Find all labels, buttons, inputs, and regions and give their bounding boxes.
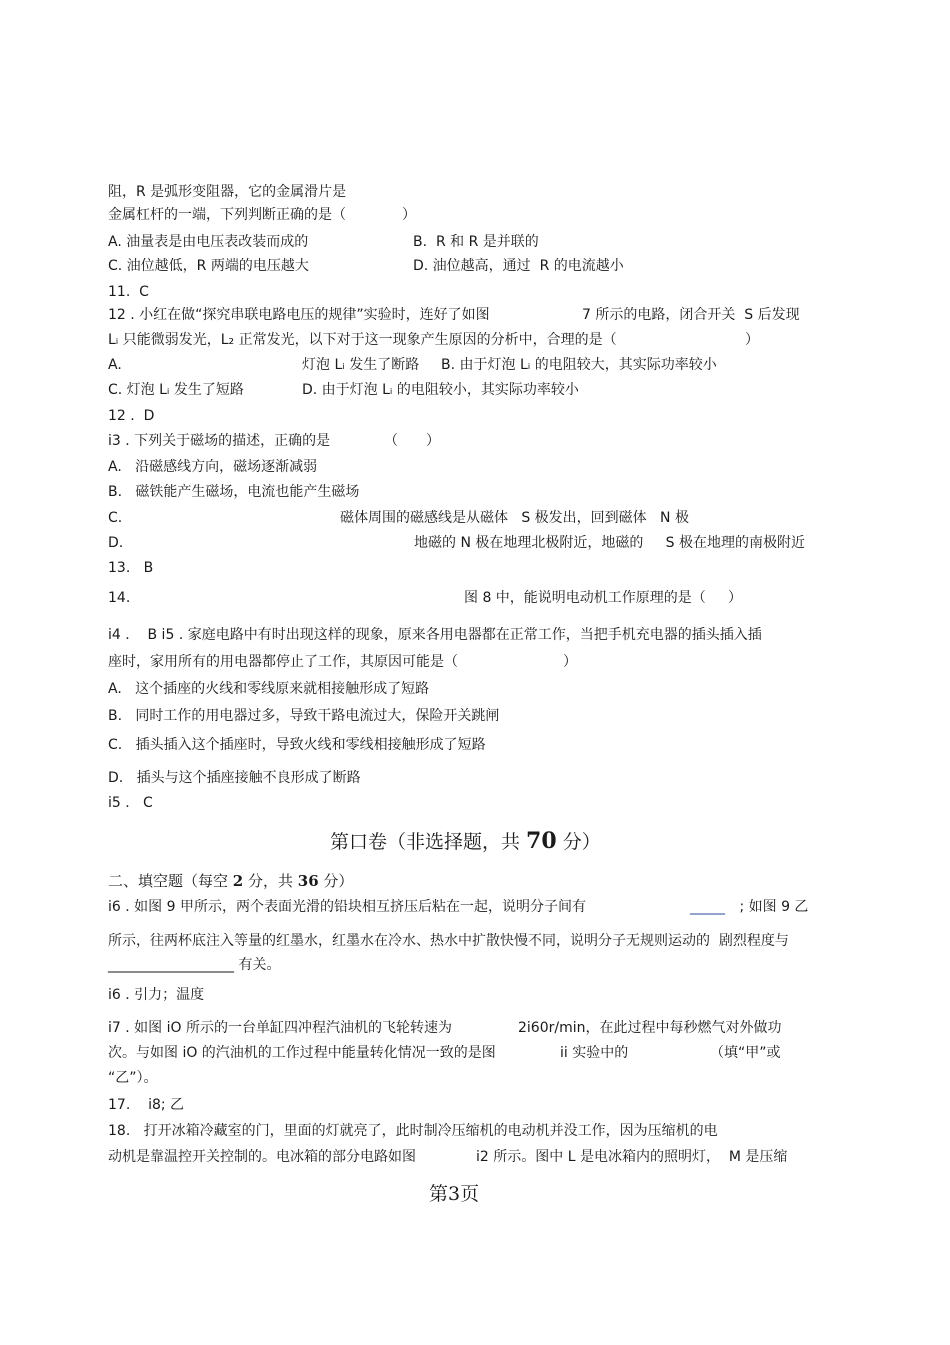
- option-a: A. 沿磁感线方向，磁场逐渐减弱: [108, 459, 318, 475]
- paren-close: ）: [563, 654, 577, 670]
- question-18: 18. 打开冰箱冷藏室的门，里面的灯就亮了，此时制冷压缩机的电动机并没工作，因为压缩机的电: [108, 1123, 718, 1139]
- question-17-cont: ii 实验中的: [560, 1045, 629, 1061]
- question-14: 14.: [108, 590, 131, 606]
- question-16-cont: ; 如图 9 乙: [735, 899, 809, 915]
- text-line: 金属杠杆的一端，下列判断正确的是（ ）: [108, 207, 416, 223]
- option-d: D.: [108, 535, 124, 551]
- question-17-line3: “乙”）。: [108, 1070, 158, 1086]
- answer-line: 17. i8; 乙: [108, 1097, 185, 1113]
- question-14-text: 图 8 中，能说明电动机工作原理的是（ ）: [464, 590, 743, 606]
- question-16: i6 . 如图 9 甲所示，两个表面光滑的铅块相互挤压后粘在一起，说明分子间有: [108, 899, 586, 915]
- option-c: C.: [108, 510, 123, 526]
- option-a: A. 这个插座的火线和零线原来就相接触形成了短路: [108, 681, 430, 697]
- question-18-line2: 动机是靠温控开关控制的。电冰箱的部分电路如图: [108, 1149, 416, 1165]
- question-17-cont: 2i60r/min，在此过程中每秒燃气对外做功: [518, 1020, 782, 1036]
- answer-line: 13. B: [108, 560, 154, 576]
- answer-line: i6 . 引力；温度: [108, 987, 205, 1003]
- question-17-line2: 次。与如图 iO 的汽油机的工作过程中能量转化情况一致的是图: [108, 1045, 496, 1061]
- question-17: i7 . 如图 iO 所示的一台单缸四冲程汽油机的飞轮转速为: [108, 1020, 452, 1036]
- question-16-line3: __________________ 有关。: [108, 957, 281, 973]
- option-a-text: 灯泡 Lᵢ 发生了断路: [302, 357, 420, 373]
- page-number: 第3页: [429, 1183, 480, 1205]
- option-d: D. 由于灯泡 Lᵢ 的电阻较小，其实际功率较小: [302, 382, 579, 398]
- question-16-line2: 所示，往两杯底注入等量的红墨水，红墨水在冷水、热水中扩散快慢不同，说明分子无规则运动的 剧烈程度与: [108, 933, 789, 949]
- question-12-line2: Lᵢ 只能微弱发光，L₂ 正常发光，以下对于这一现象产生原因的分析中，合理的是（: [108, 332, 617, 348]
- answer-line: 12 . D: [108, 408, 155, 424]
- answer-line: 11. C: [108, 284, 149, 300]
- question-12: 12 . 小红在做“探究串联电路电压的规律”实验时，连好了如图: [108, 307, 490, 323]
- answer-paren: （ ）: [384, 433, 440, 449]
- heading-part: 分，共: [243, 872, 298, 890]
- option-c-text: 磁体周围的磁感线是从磁体 S 极发出，回到磁体 N 极: [340, 510, 689, 526]
- option-c: C. 油位越低，R 两端的电压越大: [108, 258, 309, 274]
- option-a: A.: [108, 357, 122, 373]
- section-title-score: 70: [526, 828, 557, 854]
- option-d: D. 插头与这个插座接触不良形成了断路: [108, 770, 361, 786]
- question-12-cont: 7 所示的电路，闭合开关 S 后发现: [582, 307, 800, 323]
- question-15-line2: 座时，家用所有的用电器都停止了工作，其原因可能是（: [108, 654, 458, 670]
- section-title-part: 分）: [556, 831, 601, 853]
- question-13: i3 . 下列关于磁场的描述，正确的是: [108, 433, 331, 449]
- answer-line: i5 . C: [108, 795, 153, 811]
- option-c: C. 灯泡 Lᵢ 发生了短路: [108, 382, 244, 398]
- option-a: A. 油量表是由电压表改装而成的: [108, 234, 309, 250]
- option-d: D. 油位越高，通过 R 的电流越小: [413, 258, 624, 274]
- section-title-part: 第口卷（非选择题，共: [330, 831, 527, 853]
- heading-number: 2: [232, 872, 244, 890]
- paren-close: ）: [745, 332, 759, 348]
- option-b: B. 同时工作的用电器过多，导致干路电流过大，保险开关跳闸: [108, 708, 500, 724]
- question-18-cont: i2 所示。图中 L 是电冰箱内的照明灯， M 是压缩: [476, 1149, 788, 1165]
- option-b: B. 磁铁能产生磁场，电流也能产生磁场: [108, 484, 360, 500]
- question-17-cont: （填“甲”或: [710, 1045, 781, 1061]
- option-b: B. R 和 R 是并联的: [413, 234, 539, 250]
- heading-part: 二、填空题（每空: [108, 872, 233, 890]
- text-line: 阻，R 是弧形变阻器，它的金属滑片是: [108, 184, 347, 200]
- heading-part: 分）: [318, 872, 354, 890]
- option-c: C. 插头插入这个插座时，导致火线和零线相接触形成了短路: [108, 737, 486, 753]
- option-d-text: 地磁的 N 极在地理北极附近，地磁的 S 极在地理的南极附近: [414, 535, 805, 551]
- fill-in-heading: [108, 871, 353, 891]
- question-15: i4 . B i5 . 家庭电路中有时出现这样的现象，原来各用电器都在正常工作，当把手机充电器的插头插入插: [108, 627, 762, 643]
- option-b: B. 由于灯泡 Lᵢ 的电阻较大，其实际功率较小: [441, 357, 717, 373]
- section-title: [330, 829, 601, 854]
- heading-number: 36: [297, 872, 319, 890]
- answer-blank: _____: [690, 899, 725, 915]
